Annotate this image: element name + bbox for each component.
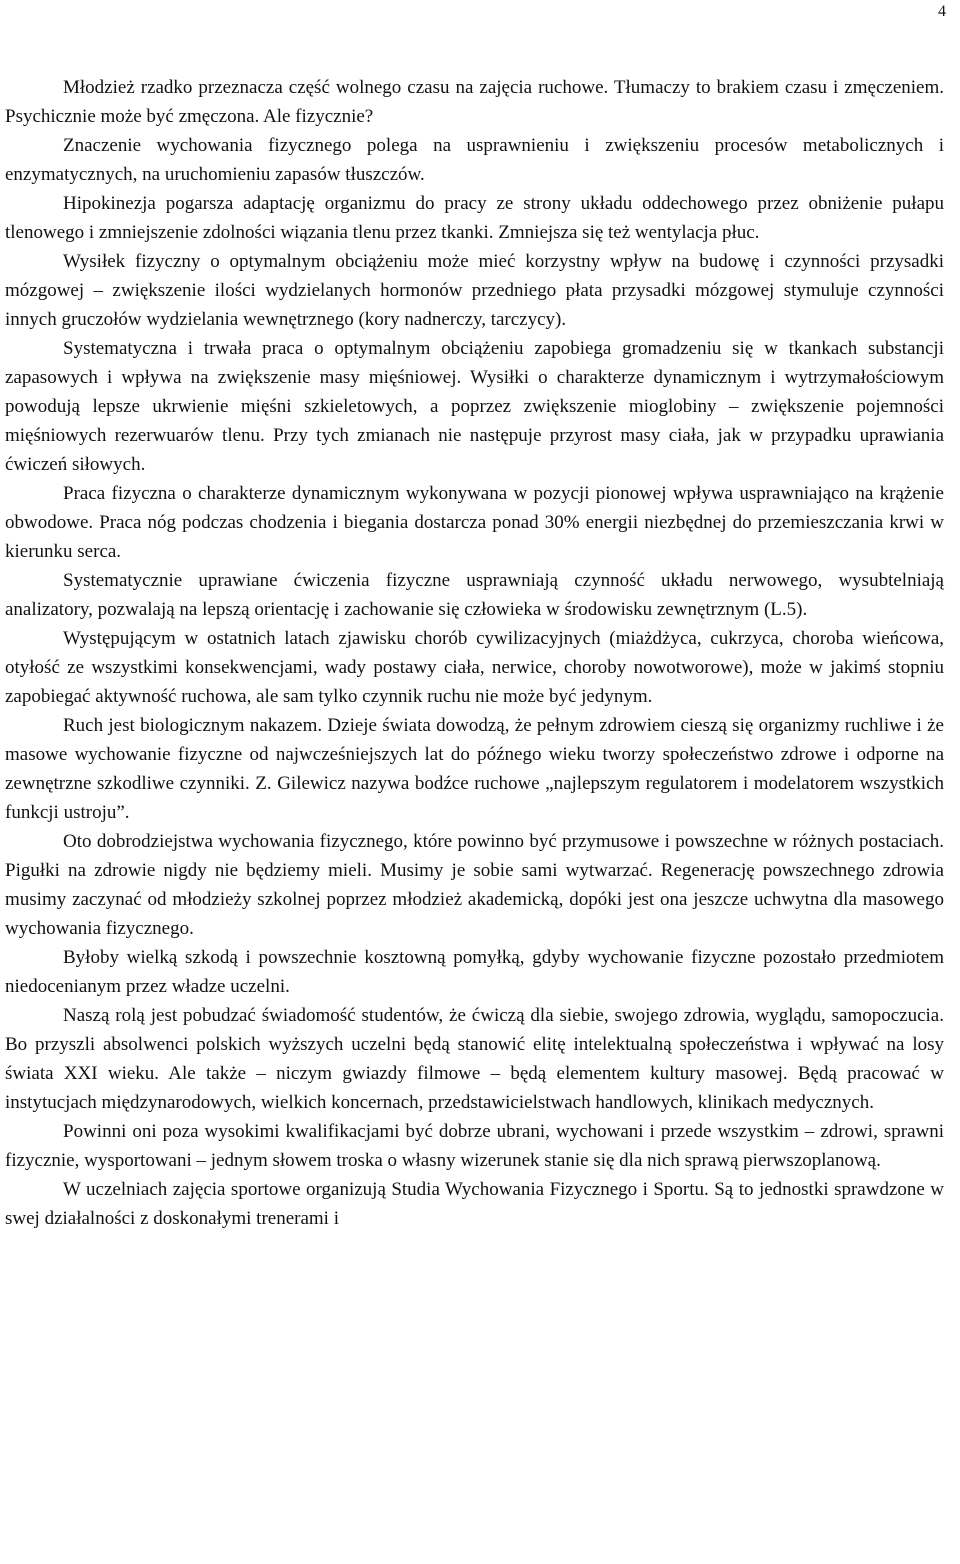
paragraph-1: Młodzież rzadko przeznacza część wolnego czasu na zajęcia ruchowe. Tłumaczy to brakiem czasu i zmęczeniem. Psychicznie może być zmęczona. Ale fizycznie?	[5, 77, 944, 127]
page-number: 4	[938, 3, 946, 20]
paragraph-14: W uczelniach zajęcia sportowe organizują Studia Wychowania Fizycznego i Sportu. Są to jednostki sprawdzone w swej działalności z doskonałymi trenerami i	[5, 1179, 944, 1229]
paragraph-3: Hipokinezja pogarsza adaptację organizmu do pracy ze strony układu oddechowego przez obniżenie pułapu tlenowego i zmniejszenie zdolności wiązania tlenu przez tkanki. Zmniejsza się też wentylacja płuc.	[5, 193, 944, 243]
paragraph-8: Występującym w ostatnich latach zjawisku chorób cywilizacyjnych (miażdżyca, cukrzyca, choroba wieńcowa, otyłość ze wszystkimi konsekwencjami, wady postawy ciała, nerwice, choroby nowotworowe), może w jakimś stopniu zapobiegać aktywność ruchowa, ale sam tylko czynnik ruchu nie może być jedynym.	[5, 628, 944, 707]
paragraph-9: Ruch jest biologicznym nakazem. Dzieje świata dowodzą, że pełnym zdrowiem cieszą się organizmy ruchliwe i że masowe wychowanie fizyczne od najwcześniejszych lat do późnego wieku tworzy społeczeństwo zdrowe i odporne na zewnętrzne szkodliwe czynniki. Z. Gilewicz nazywa bodźce ruchowe „najlepszym regulatorem i modelatorem wszystkich funkcji ustroju”.	[5, 715, 944, 823]
paragraph-6: Praca fizyczna o charakterze dynamicznym wykonywana w pozycji pionowej wpływa usprawniająco na krążenie obwodowe. Praca nóg podczas chodzenia i biegania dostarcza ponad 30% energii niezbędnej do przemieszczania krwi w kierunku serca.	[5, 483, 944, 562]
paragraph-12: Naszą rolą jest pobudzać świadomość studentów, że ćwiczą dla siebie, swojego zdrowia, wyglądu, samopoczucia. Bo przyszli absolwenci polskich wyższych uczelni będą stanowić elitę intelektualną społeczeństwa i wpływać na losy świata XXI wieku. Ale także – niczym gwiazdy filmowe – będą elementem kultury masowej. Będą pracować w instytucjach międzynarodowych, wielkich koncernach, przedstawicielstwach handlowych, klinikach medycznych.	[5, 1005, 944, 1113]
body-text	[5, 73, 944, 1233]
paragraph-2: Znaczenie wychowania fizycznego polega na usprawnieniu i zwiększeniu procesów metabolicznych i enzymatycznych, na uruchomieniu zapasów tłuszczów.	[5, 135, 944, 185]
paragraph-7: Systematycznie uprawiane ćwiczenia fizyczne usprawniają czynność układu nerwowego, wysubtelniają analizatory, pozwalają na lepszą orientację i zachowanie się człowieka w środowisku zewnętrznym (L.5).	[5, 570, 944, 620]
paragraph-10: Oto dobrodziejstwa wychowania fizycznego, które powinno być przymusowe i powszechne w różnych postaciach. Pigułki na zdrowie nigdy nie będziemy mieli. Musimy je sobie sami wytwarzać. Regenerację powszechnego zdrowia musimy zaczynać od młodzieży szkolnej poprzez młodzież akademicką, dopóki jest ona jeszcze uchwytna dla masowego wychowania fizycznego.	[5, 831, 944, 939]
paragraph-5: Systematyczna i trwała praca o optymalnym obciążeniu zapobiega gromadzeniu się w tkankach substancji zapasowych i wpływa na zwiększenie masy mięśniowej. Wysiłki o charakterze dynamicznym i wytrzymałościowym powodują lepsze ukrwienie mięśni szkieletowych, a poprzez zwiększenie mioglobiny – zwiększenie pojemności mięśniowych rezerwuarów tlenu. Przy tych zmianach nie następuje przyrost masy ciała, jak w przypadku uprawiania ćwiczeń siłowych.	[5, 338, 944, 475]
paragraph-4: Wysiłek fizyczny o optymalnym obciążeniu może mieć korzystny wpływ na budowę i czynności przysadki mózgowej – zwiększenie ilości wydzielanych hormonów przedniego płata przysadki mózgowej stymuluje czynności innych gruczołów wydzielania wewnętrznego (kory nadnerczy, tarczycy).	[5, 251, 944, 330]
paragraph-11: Byłoby wielką szkodą i powszechnie kosztowną pomyłką, gdyby wychowanie fizyczne pozostało przedmiotem niedocenianym przez władze uczelni.	[5, 947, 944, 997]
paragraph-13: Powinni oni poza wysokimi kwalifikacjami być dobrze ubrani, wychowani i przede wszystkim – zdrowi, sprawni fizycznie, wysportowani – jednym słowem troska o własny wizerunek stanie się dla nich sprawą pierwszoplanową.	[5, 1121, 944, 1171]
